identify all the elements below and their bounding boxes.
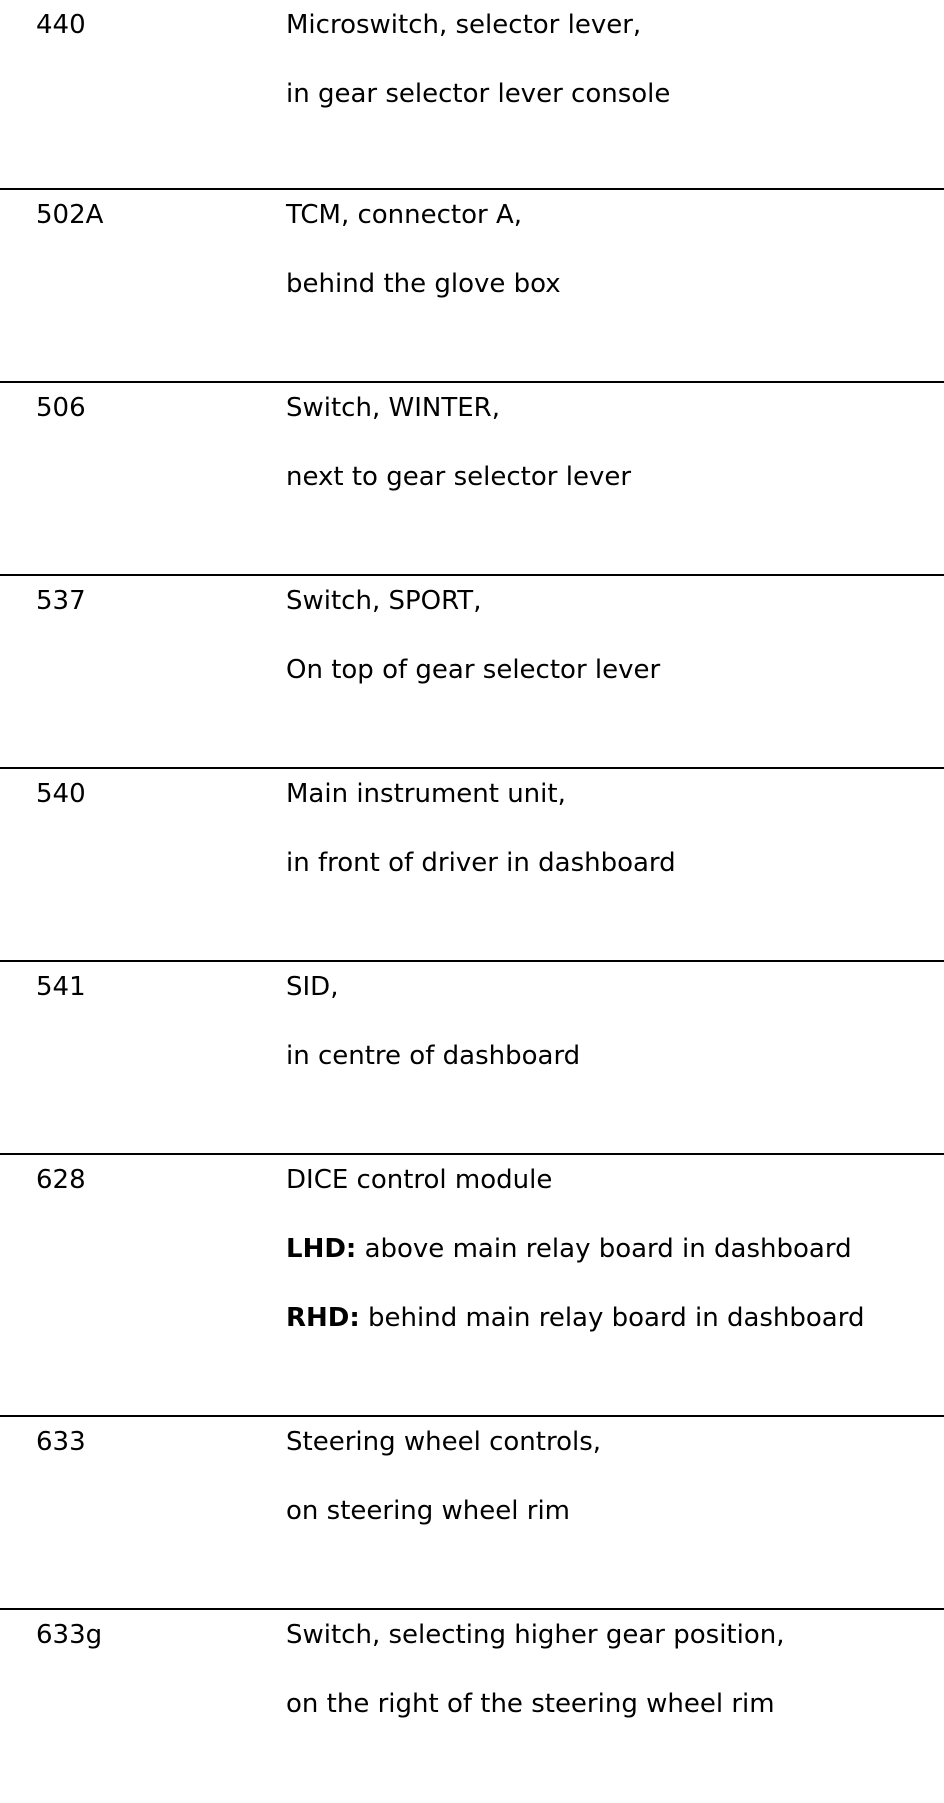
component-description [286, 10, 934, 148]
description-line [286, 1234, 934, 1264]
description-text: behind the glove box [286, 269, 561, 299]
description-line [286, 10, 934, 40]
description-line [286, 200, 934, 230]
description-line [286, 1041, 934, 1071]
description-line [286, 462, 934, 492]
description-line [286, 1165, 934, 1195]
drive-side-label: RHD: [286, 1303, 360, 1333]
component-code: 537 [36, 586, 86, 616]
component-code: 440 [36, 10, 86, 40]
component-description [286, 200, 934, 338]
drive-side-label: LHD: [286, 1234, 357, 1264]
description-text: Main instrument unit, [286, 779, 566, 809]
description-line [286, 655, 934, 685]
component-description [286, 1620, 934, 1758]
table-row [0, 769, 944, 962]
table-row [0, 1417, 944, 1610]
table-row [0, 190, 944, 383]
description-text: Switch, selecting higher gear position, [286, 1620, 785, 1650]
table-row [0, 1155, 944, 1417]
description-line [286, 1620, 934, 1650]
component-code: 633g [36, 1620, 103, 1650]
description-text: above main relay board in dashboard [356, 1234, 852, 1264]
component-description [286, 1427, 934, 1565]
description-line [286, 269, 934, 299]
description-text: next to gear selector lever [286, 462, 632, 492]
description-text: in front of driver in dashboard [286, 848, 676, 878]
description-line [286, 1689, 934, 1719]
description-text: on the right of the steering wheel rim [286, 1689, 775, 1719]
table-row [0, 0, 944, 190]
description-text: in centre of dashboard [286, 1041, 581, 1071]
description-text: On top of gear selector lever [286, 655, 661, 685]
component-description [286, 393, 934, 531]
table-row [0, 383, 944, 576]
description-text: TCM, connector A, [286, 200, 523, 230]
component-code: 633 [36, 1427, 86, 1457]
component-description [286, 1165, 934, 1372]
table-row [0, 962, 944, 1155]
description-line [286, 779, 934, 809]
description-text: SID, [286, 972, 339, 1002]
description-text: DICE control module [286, 1165, 553, 1195]
table-row [0, 1610, 944, 1803]
description-line [286, 972, 934, 1002]
component-code: 540 [36, 779, 86, 809]
description-line [286, 1303, 934, 1333]
description-line [286, 586, 934, 616]
component-description [286, 586, 934, 724]
component-code: 502A [36, 200, 104, 230]
description-text: Switch, WINTER, [286, 393, 500, 423]
description-text: Steering wheel controls, [286, 1427, 602, 1457]
table-row [0, 576, 944, 769]
component-description [286, 779, 934, 917]
component-code: 506 [36, 393, 86, 423]
description-line [286, 848, 934, 878]
description-text: on steering wheel rim [286, 1496, 571, 1526]
description-text: in gear selector lever console [286, 79, 671, 109]
description-line [286, 393, 934, 423]
description-line [286, 79, 934, 109]
component-code: 541 [36, 972, 86, 1002]
description-line [286, 1427, 934, 1457]
description-text: Switch, SPORT, [286, 586, 482, 616]
description-text: Microswitch, selector lever, [286, 10, 642, 40]
component-code: 628 [36, 1165, 86, 1195]
component-description [286, 972, 934, 1110]
description-text: behind main relay board in dashboard [359, 1303, 865, 1333]
description-line [286, 1496, 934, 1526]
